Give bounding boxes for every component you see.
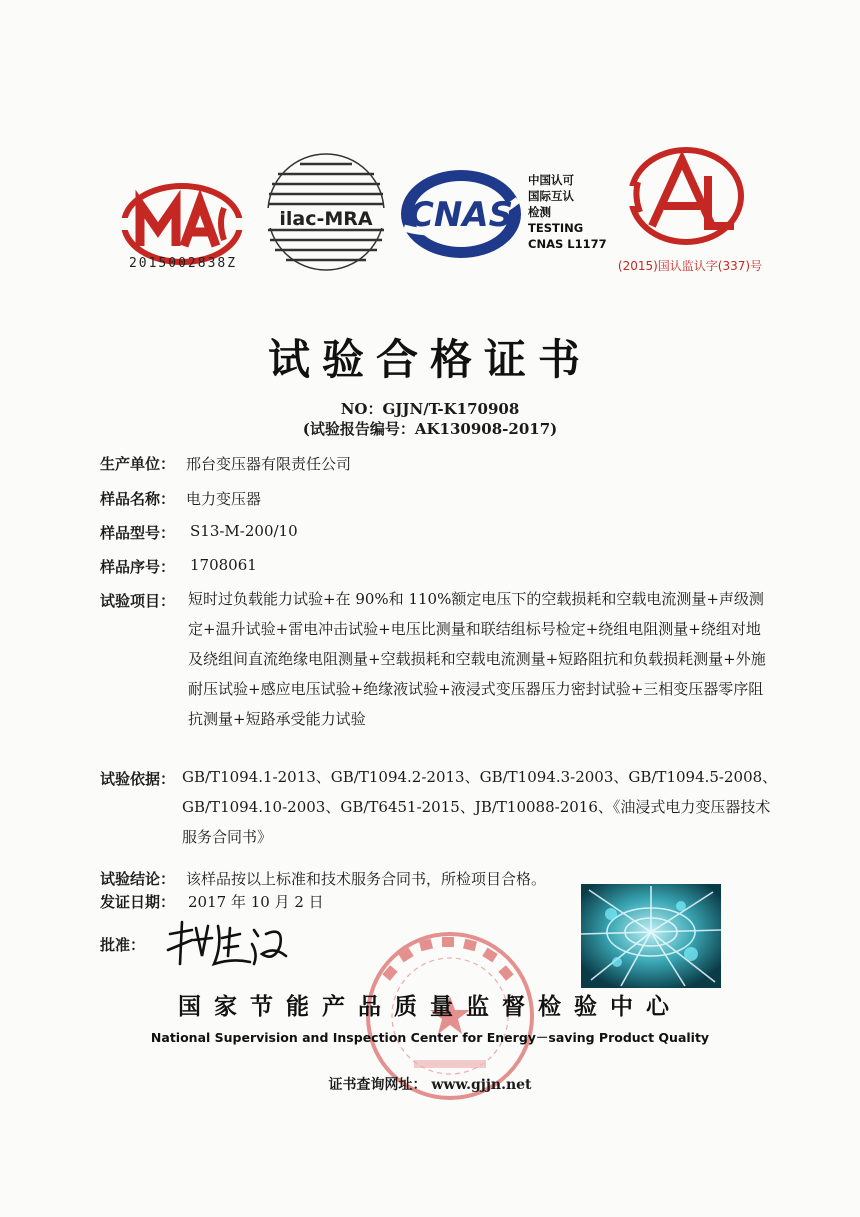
cma-code: 2015002838Z: [128, 256, 238, 271]
cnas-logo: [398, 164, 524, 264]
issue-date-label: 发证日期：: [100, 893, 176, 911]
test-basis-value: GB/T1094.1-2013、GB/T1094.2-2013、GB/T1094.3-2003、GB/T1094.5-2008、GB/T1094.10-2003、GB/T6451-2015、JB/T10088-2016、《油浸式电力变压器技术服务合同书》: [182, 768, 778, 846]
issuer-name-en: National Supervision and Inspection Center for Energy－saving Product Quality: [150, 1030, 710, 1045]
manufacturer-label: 生产单位：: [100, 455, 176, 473]
sample-name-label: 样品名称：: [100, 490, 176, 508]
query-line: [0, 1074, 860, 1094]
svg-text:CNAS: CNAS: [408, 195, 514, 235]
svg-text:ilac-MRA: ilac-MRA: [279, 208, 373, 230]
signature: [162, 916, 292, 972]
cnas-line: 中国认可: [528, 173, 574, 187]
issue-date-value: 2017 年 10 月 2 日: [188, 893, 324, 911]
issuer-name-cn: 国家节能产品质量监督检验中心: [178, 994, 682, 1020]
cnas-line: 检测: [528, 205, 551, 219]
sample-model-label: 样品型号：: [100, 524, 176, 542]
cnas-line: CNAS L1177: [528, 237, 607, 251]
hologram-sticker: [581, 884, 721, 988]
conclusion-label: 试验结论：: [100, 870, 176, 888]
sample-name-value: 电力变压器: [186, 490, 262, 508]
cal-logo: [626, 146, 746, 246]
sample-model-value: S13-M-200/10: [190, 522, 298, 540]
query-url[interactable]: www.gjjn.net: [431, 1077, 532, 1093]
cal-code: (2015)国认监认字(337)号: [617, 259, 763, 273]
cnas-line: TESTING: [528, 221, 584, 235]
cnas-line: 国际互认: [528, 189, 574, 203]
sample-serial-value: 1708061: [190, 556, 257, 574]
sample-serial-label: 样品序号：: [100, 558, 176, 576]
certificate-number: NO：GJJN/T-K170908: [340, 400, 520, 418]
cnas-caption: [528, 172, 607, 252]
page-title: 试验合格证书: [267, 335, 592, 384]
query-label: 证书查询网址：: [328, 1077, 427, 1093]
test-basis-label: 试验依据：: [100, 770, 176, 788]
manufacturer-value: 邢台变压器有限责任公司: [186, 455, 352, 473]
approval-label: 批准：: [100, 936, 146, 954]
ilac-mra-logo: [264, 150, 388, 274]
report-number: (试验报告编号：AK130908-2017): [302, 420, 558, 438]
test-items-value: 短时过负载能力试验+在 90%和 110%额定电压下的空载损耗和空载电流测量+声级测定+温升试验+雷电冲击试验+电压比测量和联结组标号检定+绕组电阻测量+绕组对地及绕组间直流绝缘电阻测量+空载损耗和空载电流测量+短路阻抗和负载损耗测量+外施耐压试验+感应电压试验+绝缘液试验+液浸式变压器压力密封试验+三相变压器零序阻抗测量+短路承受能力试验: [188, 590, 766, 728]
test-items-label: 试验项目：: [100, 592, 176, 610]
conclusion-value: 该样品按以上标准和技术服务合同书，所检项目合格。: [186, 870, 547, 888]
